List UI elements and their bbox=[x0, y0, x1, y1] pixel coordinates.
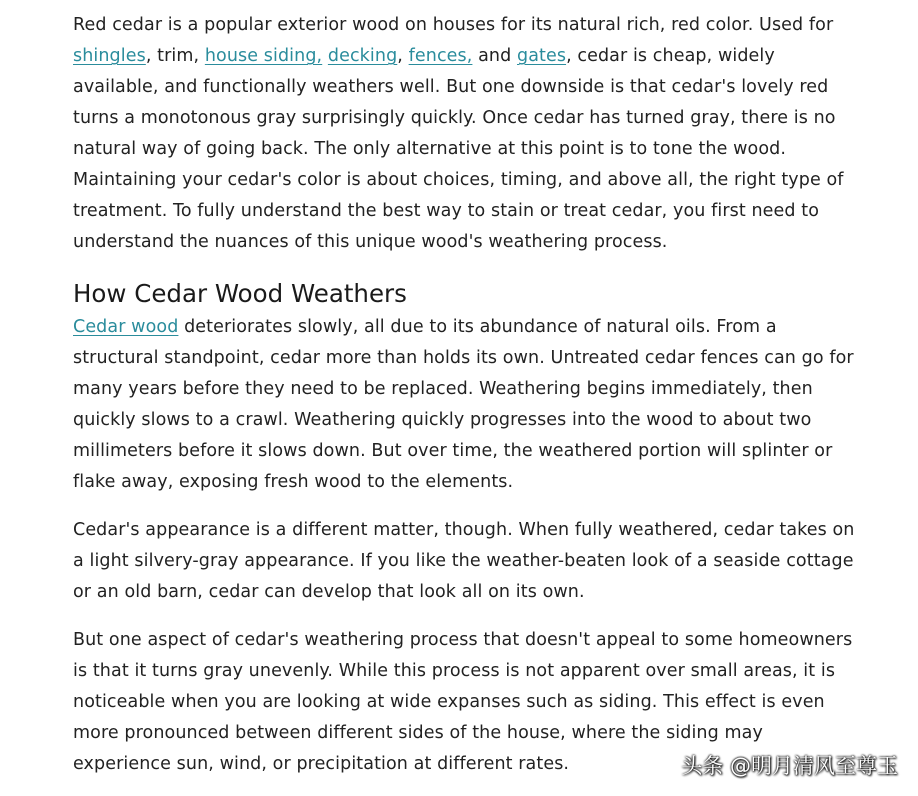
decking-link[interactable]: decking bbox=[327, 46, 398, 66]
shingles-link[interactable]: shingles bbox=[73, 46, 146, 66]
house-siding-link[interactable]: house siding, bbox=[204, 46, 323, 66]
weathering-text: deteriorates slowly, all due to its abundance of natural oils. From a structural standpoint, cedar more than holds its own. Untreated cedar fences can go for many years before they need to be replaced. Weathering begins immediately, then quickly slows to a crawl. Weathering quickly progresses into the wood to about two millimeters before it slows down. But over time, the weathered portion will splinter or flake away, exposing fresh wood to the elements. bbox=[73, 317, 854, 492]
intro-text-1: Red cedar is a popular exterior wood on houses for its natural rich, red color. Used for bbox=[73, 15, 834, 35]
intro-text-6: , cedar is cheap, widely available, and functionally weathers well. But one downside is that cedar's lovely red turns a monotonous gray surprisingly quickly. Once cedar has turned gray, there is no natural way of going back. The only alternative at this point is to tone the wood. Maintaining your cedar's color is about choices, timing, and above all, the right type of treatment. To fully understand the best way to stain or treat cedar, you first need to understand the nuances of this unique wood's weathering process. bbox=[73, 46, 844, 252]
uneven-gray-paragraph: But one aspect of cedar's weathering process that doesn't appeal to some homeowners is that it turns gray unevenly. While this process is not apparent over small areas, it is noticeable when you are looking at wide expanses such as siding. This effect is even more pronounced between different sides of the house, where the siding may experience sun, wind, or precipitation at different rates. bbox=[73, 630, 853, 774]
appearance-paragraph: Cedar's appearance is a different matter, though. When fully weathered, cedar takes on a light silvery-gray appearance. If you like the weather-beaten look of a seaside cottage or an old barn, cedar can develop that look all on its own. bbox=[73, 520, 855, 602]
intro-paragraph bbox=[73, 10, 863, 258]
weathering-paragraph bbox=[73, 312, 863, 498]
fences-link[interactable]: fences, bbox=[408, 46, 473, 66]
intro-text-4: , bbox=[397, 46, 409, 66]
section-heading: How Cedar Wood Weathers bbox=[73, 279, 407, 308]
cedar-wood-link[interactable]: Cedar wood bbox=[73, 317, 179, 337]
article-body bbox=[73, 10, 863, 780]
watermark-overlay: 头条 @明月清风至尊玉 bbox=[681, 754, 898, 778]
intro-text-2: , trim, bbox=[145, 46, 205, 66]
intro-text-5: and bbox=[472, 46, 517, 66]
gates-link[interactable]: gates bbox=[516, 46, 567, 66]
